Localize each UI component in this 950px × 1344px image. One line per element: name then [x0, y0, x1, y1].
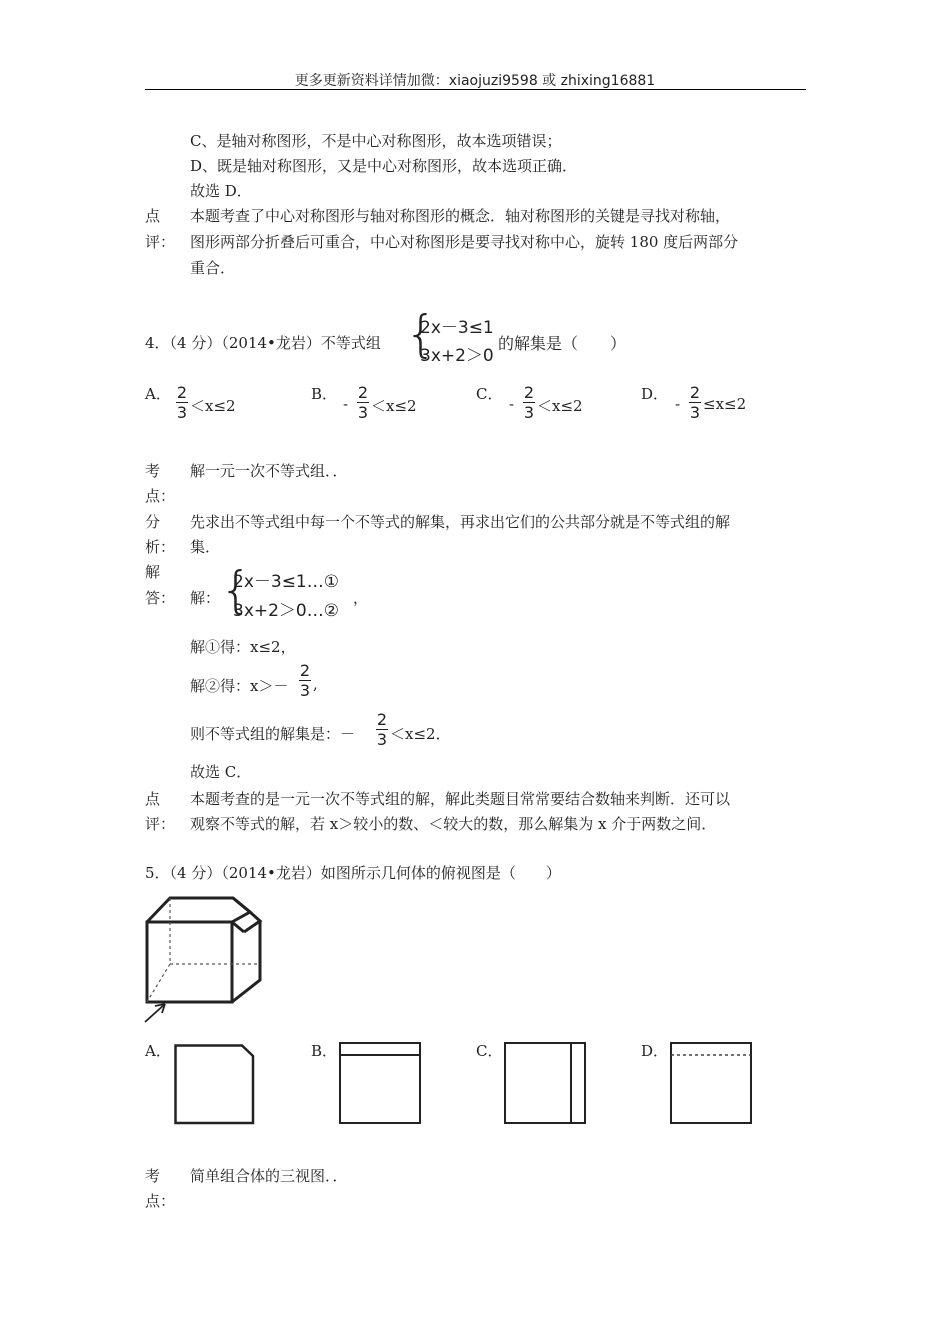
q4-solution-ineq-2: 3x+2＞0…②: [233, 601, 339, 621]
q5-option-c-label: C．: [476, 1042, 503, 1060]
q4-option-d-fraction: [689, 384, 701, 421]
q4-answer: 故选 C．: [190, 763, 252, 781]
q4-fenxi-label: 分: [145, 513, 161, 531]
numerator: 2: [689, 383, 701, 402]
denominator: 3: [376, 730, 388, 749]
q4-solution-comma: ，: [353, 589, 369, 607]
q4-option-c-sign: -: [509, 395, 515, 413]
q3-comment-label-2: 评：: [145, 233, 176, 251]
q4-solution-ineq-1: 2x－3≤1…①: [233, 572, 339, 592]
q4-kaodian-text: 解一元一次不等式组．．: [190, 462, 348, 480]
q5-option-d-figure: [670, 1042, 752, 1124]
q4-dianping-line-2: 观察不等式的解，若 x＞较小的数、＜较大的数，那么解集为 x 介于两数之间．: [190, 815, 717, 833]
q4-dianping-label: 点: [145, 790, 161, 808]
q4-option-b-rest: ＜x≤2: [371, 397, 417, 415]
q4-option-d-rest: ≤x≤2: [703, 395, 747, 413]
q5-kaodian-label: 考: [145, 1167, 161, 1185]
q5-option-d-label: D．: [641, 1042, 669, 1060]
q3-answer: 故选 D．: [190, 182, 252, 200]
q4-option-a-label: A．: [145, 385, 171, 403]
q4-inequality-2: 3x+2＞0: [420, 346, 494, 366]
numerator: 2: [299, 661, 311, 680]
q4-step-3-rest: ＜x≤2．: [390, 725, 451, 743]
q4-question-suffix: 的解集是（ ）: [498, 334, 627, 353]
q4-step-3-text: 则不等式组的解集是：－: [190, 725, 356, 743]
q4-jie-text: 解：: [190, 589, 221, 607]
q4-step-3-fraction: [376, 711, 388, 748]
q5-option-c-figure: [504, 1042, 586, 1124]
page-header: 更多更新资料详情加微：xiaojuzi9598 或 zhixing16881: [294, 73, 656, 89]
q4-jieda-label: 解: [145, 563, 161, 581]
q5-question: 5．（4 分）（2014•龙岩）如图所示几何体的俯视图是（ ）: [145, 864, 561, 882]
q4-option-b-label: B．: [311, 385, 338, 403]
denominator: 3: [299, 681, 311, 700]
q3-comment-line-3: 重合．: [190, 259, 236, 277]
q4-dianping-label-2: 评：: [145, 815, 176, 833]
q3-option-c-analysis: C、是轴对称图形，不是中心对称图形，故本选项错误；: [190, 132, 562, 150]
q5-kaodian-text: 简单组合体的三视图．．: [190, 1167, 348, 1185]
numerator: 2: [176, 383, 188, 402]
q4-brace-icon: {: [405, 305, 437, 363]
q4-option-d-sign: -: [675, 395, 681, 413]
numerator: 2: [357, 383, 369, 402]
q4-jieda-label-2: 答：: [145, 589, 176, 607]
q4-option-b-sign: -: [343, 395, 349, 413]
q4-step-2-comma: ,: [313, 675, 318, 693]
q4-option-d-label: D．: [641, 385, 669, 403]
q4-option-c-rest: ＜x≤2: [537, 397, 583, 415]
q5-option-a-label: A．: [145, 1042, 171, 1060]
q4-step-2-fraction: [299, 662, 311, 699]
denominator: 3: [523, 403, 535, 422]
q4-option-c-label: C．: [476, 385, 503, 403]
numerator: 2: [376, 710, 388, 729]
q4-option-b-fraction: [357, 384, 369, 421]
denominator: 3: [689, 403, 701, 422]
denominator: 3: [176, 403, 188, 422]
q4-option-c-fraction: [523, 384, 535, 421]
numerator: 2: [523, 383, 535, 402]
q4-fenxi-label-2: 析：: [145, 538, 176, 556]
q5-option-b-figure: [339, 1042, 421, 1124]
q4-kaodian-label: 考: [145, 462, 161, 480]
q4-step-1: 解①得：x≤2，: [190, 638, 296, 656]
q4-kaodian-label-2: 点：: [145, 487, 176, 505]
q4-fenxi-line-1: 先求出不等式组中每一个不等式的解集，再求出它们的公共部分就是不等式组的解: [190, 513, 731, 531]
q4-dianping-line-1: 本题考查的是一元一次不等式组的解，解此类题目常常要结合数轴来判断．还可以: [190, 790, 731, 808]
q4-option-a-fraction: [176, 384, 188, 421]
q4-question-prefix: 4．（4 分）（2014•龙岩）不等式组: [145, 334, 381, 352]
q4-option-a-rest: ＜x≤2: [190, 397, 236, 415]
q5-option-a-figure: [174, 1044, 256, 1126]
q4-fenxi-line-2: 集．: [190, 538, 221, 556]
q4-inequality-1: 2x－3≤1: [420, 318, 494, 338]
q3-comment-line-1: 本题考查了中心对称图形与轴对称图形的概念．轴对称图形的关键是寻找对称轴，: [190, 207, 731, 225]
q5-option-b-label: B．: [311, 1042, 338, 1060]
header-rule: [145, 89, 806, 90]
q5-solid-figure: [140, 892, 280, 1027]
q3-comment-line-2: 图形两部分折叠后可重合，中心对称图形是要寻找对称中心，旋转 180 度后两部分: [190, 233, 739, 251]
denominator: 3: [357, 403, 369, 422]
q3-option-d-analysis: D、既是轴对称图形，又是中心对称图形，故本选项正确．: [190, 157, 578, 175]
q4-step-2-text: 解②得：x＞－: [190, 677, 289, 695]
q4-solution-brace-icon: {: [220, 561, 252, 619]
q5-kaodian-label-2: 点：: [145, 1192, 176, 1210]
q3-comment-label: 点: [145, 207, 161, 225]
